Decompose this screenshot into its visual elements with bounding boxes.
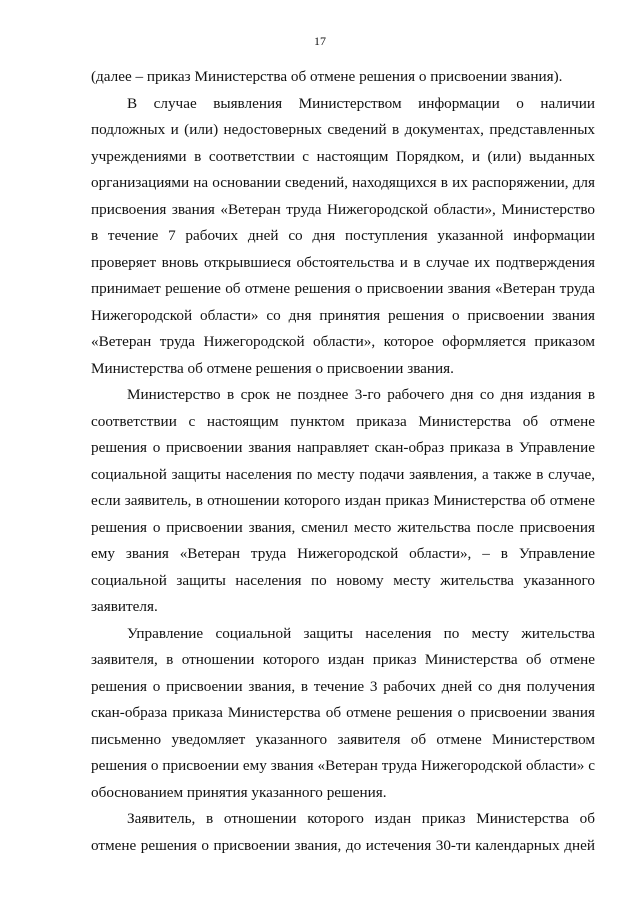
text-line: присвоения звания «Ветеран труда Нижегородской области», Министерство <box>91 200 595 218</box>
text-line: ему звания «Ветеран труда Нижегородской области», – в Управление <box>91 545 595 562</box>
text-line: обоснованием принятия указанного решения. <box>91 783 387 801</box>
text-line: Министерства об отмене решения о присвоении звания. <box>91 359 454 377</box>
text-line: Нижегородской области» со дня принятия решения о присвоении звания <box>91 306 595 324</box>
text-line: социальной защиты населения по месту подачи заявления, а также в случае, <box>91 465 595 483</box>
text-line: если заявитель, в отношении которого издан приказ Министерства об отмене <box>91 492 595 509</box>
text-line: отмене решения о присвоении звания, до истечения 30-ти календарных дней <box>91 836 595 854</box>
paragraph-ministry-notification <box>91 382 595 621</box>
text-line: заявителя. <box>91 598 158 615</box>
paragraph-continuation <box>91 64 595 91</box>
text-line: Министерство в срок не позднее 3-го рабочего дня со дня издания в <box>127 386 595 403</box>
text-line: подложных и (или) недостоверных сведений в документах, представленных <box>91 121 595 138</box>
text-line: организациями на основании сведений, находящихся в их распоряжении, для <box>91 174 595 191</box>
text-line: скан-образа приказа Министерства об отмене решения о присвоении звания <box>91 704 595 721</box>
text-line: заявителя, в отношении которого издан приказ Министерства об отмене <box>91 651 595 668</box>
document-body <box>91 64 595 859</box>
text-line: решения о присвоении звания, в течение 3 рабочих дней со дня получения <box>91 677 595 695</box>
text-line: решения о присвоении звания, сменил место жительства после присвоения <box>91 518 595 536</box>
paragraph-applicant-obligation <box>91 806 595 859</box>
paragraph-revocation-grounds <box>91 91 595 383</box>
text-line: письменно уведомляет указанного заявителя об отмене Министерством <box>91 730 595 748</box>
text-line: принимает решение об отмене решения о присвоении звания «Ветеран труда <box>91 280 595 297</box>
text-line: соответствии с настоящим пунктом приказа Министерства об отмене <box>91 412 595 430</box>
text-line: (далее – приказ Министерства об отмене решения о присвоении звания). <box>91 68 563 85</box>
text-line: проверяет вновь открывшиеся обстоятельства и в случае их подтверждения <box>91 253 595 271</box>
text-line: решения о присвоении звания направляет скан-образ приказа в Управление <box>91 439 595 456</box>
paragraph-social-protection-notice <box>91 621 595 807</box>
text-line: в течение 7 рабочих дней со дня поступления указанной информации <box>91 227 595 244</box>
text-line: «Ветеран труда Нижегородской области», которое оформляется приказом <box>91 333 595 350</box>
text-line: В случае выявления Министерством информации о наличии <box>127 94 595 112</box>
text-line: Управление социальной защиты населения по месту жительства <box>127 624 595 642</box>
text-line: Заявитель, в отношении которого издан приказ Министерства об <box>127 810 595 827</box>
page-number: 17 <box>314 34 326 48</box>
text-line: социальной защиты населения по новому месту жительства указанного <box>91 571 595 589</box>
text-line: учреждениями в соответствии с настоящим Порядком, и (или) выданных <box>91 147 595 165</box>
text-line: решения о присвоении ему звания «Ветеран труда Нижегородской области» с <box>91 757 595 774</box>
